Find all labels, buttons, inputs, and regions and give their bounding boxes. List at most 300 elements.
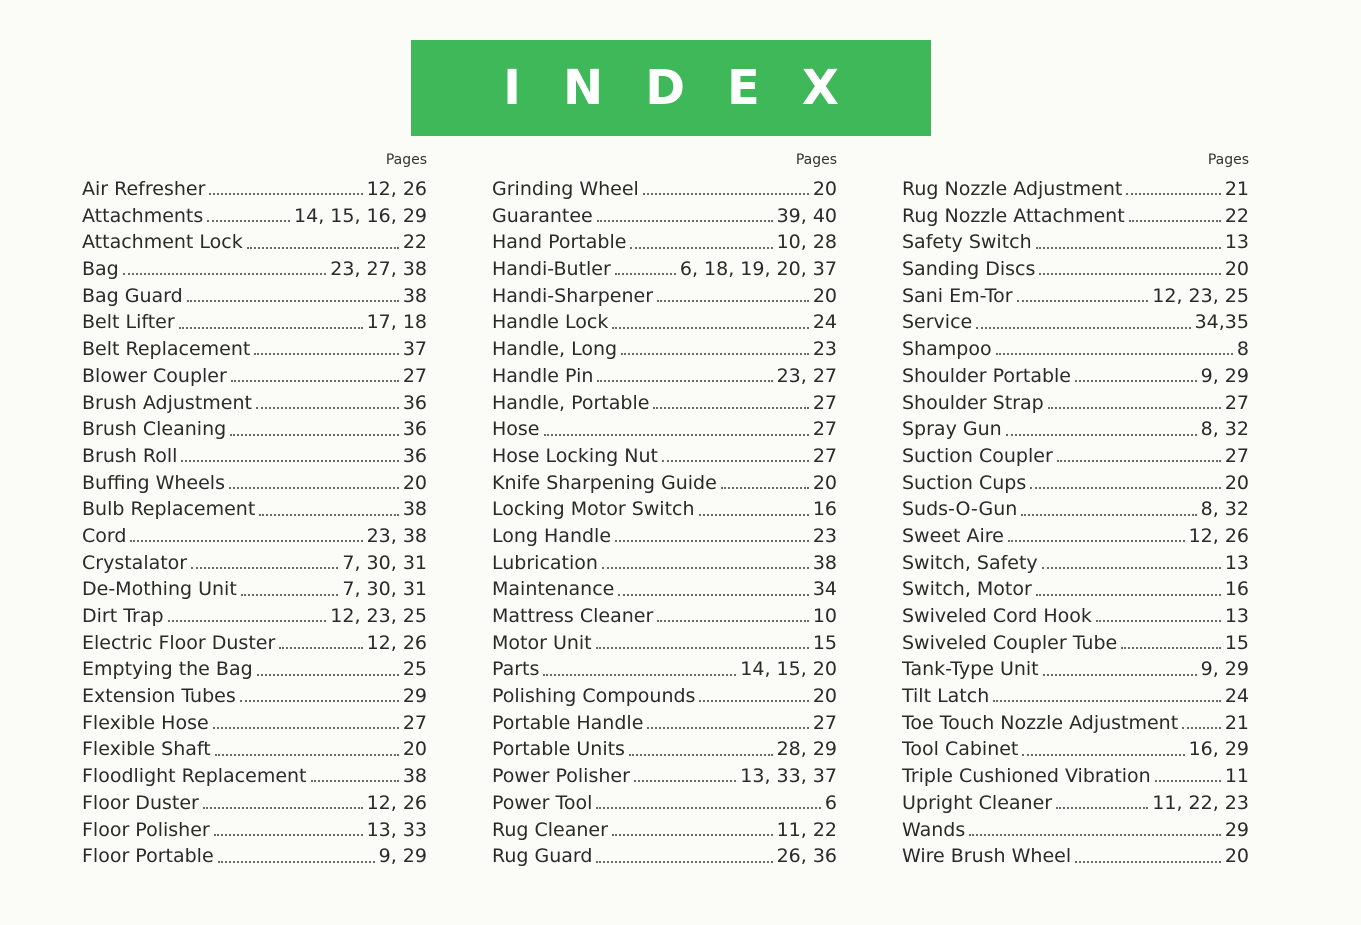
index-entry	[902, 763, 1249, 790]
index-page-numbers: 11	[1224, 765, 1249, 788]
index-entry	[82, 736, 427, 763]
index-entry	[492, 656, 837, 683]
index-page-numbers: 11, 22, 23	[1152, 791, 1249, 814]
dot-leader	[259, 514, 399, 516]
index-entry	[82, 523, 427, 550]
index-page-numbers: 12, 23, 25	[330, 605, 427, 627]
dot-leader	[721, 487, 809, 489]
index-term: Sweet Aire	[902, 524, 1004, 547]
index-entry	[492, 576, 837, 603]
index-term: Motor Unit	[492, 631, 592, 654]
index-page-numbers: 37	[402, 338, 427, 361]
index-entry	[492, 843, 837, 870]
index-term: Rug Nozzle Attachment	[902, 204, 1125, 227]
index-entry	[492, 683, 837, 710]
index-term: Hose Locking Nut	[492, 444, 658, 467]
index-page-numbers: 24	[812, 311, 837, 334]
index-term: Floor Portable	[82, 845, 214, 868]
index-term: Maintenance	[492, 578, 615, 601]
index-page-numbers: 38	[402, 765, 427, 788]
index-entry	[82, 710, 427, 737]
dot-leader	[976, 327, 1190, 329]
index-page-numbers: 20	[812, 178, 837, 200]
index-entry	[82, 763, 427, 790]
index-term: Hand Portable	[492, 231, 627, 254]
index-entry	[492, 336, 837, 363]
dot-leader	[615, 540, 809, 542]
index-term: Tank-Type Unit	[902, 658, 1039, 681]
index-entry	[902, 416, 1249, 443]
dot-leader	[1129, 220, 1221, 222]
index-term: Shoulder Portable	[902, 364, 1071, 387]
index-page-numbers: 14, 15, 20	[740, 658, 837, 681]
index-page-numbers: 13	[1224, 551, 1249, 574]
index-term: Belt Lifter	[82, 311, 175, 334]
dot-leader	[596, 807, 821, 809]
index-page-numbers: 15	[1224, 631, 1249, 654]
index-page-numbers: 27	[812, 444, 837, 467]
index-column-1	[82, 148, 427, 870]
index-term: Rug Nozzle Adjustment	[902, 178, 1123, 200]
dot-leader	[179, 327, 363, 329]
index-term: Switch, Safety	[902, 551, 1038, 574]
dot-leader	[123, 273, 327, 275]
index-entry	[902, 363, 1249, 390]
index-term: Suds-O-Gun	[902, 498, 1018, 521]
index-entry	[82, 496, 427, 523]
index-page-numbers: 38	[812, 551, 837, 574]
index-term: Guarantee	[492, 204, 593, 227]
index-entry	[902, 470, 1249, 497]
dot-leader	[191, 567, 338, 569]
dot-leader	[230, 434, 399, 436]
index-page-numbers: 16	[812, 498, 837, 521]
dot-leader	[247, 247, 399, 249]
index-term: Power Polisher	[492, 765, 630, 788]
index-page-numbers: 15	[812, 631, 837, 654]
index-page-numbers: 22	[1224, 204, 1249, 227]
index-page-numbers: 9, 29	[378, 845, 427, 868]
index-term: Locking Motor Switch	[492, 498, 695, 521]
index-term: Suction Cups	[902, 471, 1027, 494]
index-page-numbers: 36	[402, 444, 427, 467]
dot-leader	[1036, 247, 1221, 249]
dot-leader	[621, 353, 809, 355]
index-entry	[902, 283, 1249, 310]
index-entry	[492, 283, 837, 310]
index-page-numbers: 6, 18, 19, 20, 37	[679, 258, 837, 281]
dot-leader	[207, 220, 290, 222]
dot-leader	[1182, 727, 1221, 729]
index-page-numbers: 14, 15, 16, 29	[294, 204, 427, 227]
dot-leader	[218, 861, 375, 863]
index-entry	[492, 363, 837, 390]
dot-leader	[213, 727, 399, 729]
index-page-numbers: 21	[1224, 178, 1249, 200]
index-entry	[492, 630, 837, 657]
dot-leader	[1155, 780, 1221, 782]
index-entry	[902, 736, 1249, 763]
index-title-banner	[411, 40, 931, 136]
index-entry	[82, 390, 427, 417]
index-page-numbers: 23	[812, 338, 837, 361]
index-page-numbers: 20	[812, 685, 837, 708]
dot-leader	[1057, 460, 1221, 462]
index-entry	[902, 683, 1249, 710]
index-entry	[902, 790, 1249, 817]
index-page-numbers: 27	[402, 711, 427, 734]
index-page-numbers: 27	[1224, 391, 1249, 414]
dot-leader	[215, 754, 399, 756]
index-term: Floodlight Replacement	[82, 765, 307, 788]
index-term: Portable Handle	[492, 711, 644, 734]
dot-leader	[279, 647, 362, 649]
page-title: INDEX	[503, 60, 881, 116]
index-page-numbers: 12, 26	[366, 631, 427, 654]
index-page-numbers: 27	[812, 418, 837, 441]
index-term: Suction Coupler	[902, 444, 1053, 467]
index-entry	[902, 176, 1249, 203]
index-entry	[82, 229, 427, 256]
index-term: Bulb Replacement	[82, 498, 256, 521]
dot-leader	[1036, 594, 1221, 596]
index-page-numbers: 10	[812, 605, 837, 627]
dot-leader	[629, 754, 773, 756]
index-entry	[82, 470, 427, 497]
dot-leader	[653, 407, 808, 409]
index-entry	[902, 336, 1249, 363]
index-entry	[492, 496, 837, 523]
index-term: Spray Gun	[902, 418, 1002, 441]
index-page-numbers: 21	[1224, 711, 1249, 734]
index-page-numbers: 23, 38	[366, 524, 427, 547]
dot-leader	[1006, 434, 1197, 436]
index-entry	[902, 390, 1249, 417]
index-entry	[492, 176, 837, 203]
index-term: Polishing Compounds	[492, 685, 696, 708]
index-term: Shampoo	[902, 338, 992, 361]
index-term: Triple Cushioned Vibration	[902, 765, 1151, 788]
index-term: Extension Tubes	[82, 685, 236, 708]
dot-leader	[130, 540, 362, 542]
index-term: Emptying the Bag	[82, 658, 253, 681]
index-term: Handle Lock	[492, 311, 609, 334]
index-term: Lubrication	[492, 551, 598, 574]
index-term: Rug Cleaner	[492, 818, 608, 841]
index-term: Flexible Shaft	[82, 738, 211, 761]
index-page-numbers: 7, 30, 31	[342, 551, 427, 574]
dot-leader	[1048, 407, 1221, 409]
index-entry	[902, 443, 1249, 470]
index-page-numbers: 29	[1224, 818, 1249, 841]
index-term: Rug Guard	[492, 845, 593, 868]
index-page-numbers: 27	[1224, 444, 1249, 467]
index-entry	[492, 817, 837, 844]
index-term: Air Refresher	[82, 178, 206, 200]
index-entry	[82, 443, 427, 470]
index-page-numbers: 27	[402, 364, 427, 387]
index-entry	[492, 790, 837, 817]
index-term: Flexible Hose	[82, 711, 209, 734]
index-term: Service	[902, 311, 973, 334]
dot-leader	[1126, 193, 1220, 195]
index-page-numbers: 8, 32	[1200, 498, 1249, 521]
index-term: Buffing Wheels	[82, 471, 225, 494]
index-entry	[492, 443, 837, 470]
index-column-2	[492, 148, 837, 870]
index-entry	[82, 176, 427, 203]
index-page-numbers: 38	[402, 284, 427, 307]
index-page-numbers: 13	[1224, 605, 1249, 627]
index-term: Sanding Discs	[902, 258, 1036, 281]
dot-leader	[256, 407, 399, 409]
index-term: De-Mothing Unit	[82, 578, 237, 601]
index-term: Blower Coupler	[82, 364, 227, 387]
dot-leader	[969, 834, 1221, 836]
index-term: Handle, Portable	[492, 391, 650, 414]
dot-leader	[209, 193, 362, 195]
index-term: Long Handle	[492, 524, 612, 547]
index-entry	[902, 656, 1249, 683]
index-page-numbers: 8	[1236, 338, 1249, 361]
index-term: Handi-Sharpener	[492, 284, 654, 307]
index-term: Parts	[492, 658, 540, 681]
index-term: Brush Roll	[82, 444, 178, 467]
index-entry	[492, 390, 837, 417]
dot-leader	[597, 220, 773, 222]
dot-leader	[311, 780, 399, 782]
index-page-numbers: 9, 29	[1200, 658, 1249, 681]
pages-column-header: Pages	[385, 152, 427, 168]
index-entry	[82, 603, 427, 630]
dot-leader	[1075, 380, 1197, 382]
index-page-numbers: 20	[812, 284, 837, 307]
index-term: Power Tool	[492, 791, 593, 814]
pages-column-header: Pages	[795, 152, 837, 168]
index-entry	[82, 203, 427, 230]
index-page-numbers: 20	[402, 471, 427, 494]
index-page-numbers: 13, 33, 37	[740, 765, 837, 788]
index-entry	[492, 710, 837, 737]
index-term: Shoulder Strap	[902, 391, 1044, 414]
index-entry	[82, 416, 427, 443]
index-page-numbers: 29	[402, 685, 427, 708]
index-term: Handle, Long	[492, 338, 618, 361]
dot-leader	[543, 674, 736, 676]
index-entry	[82, 683, 427, 710]
dot-leader	[187, 300, 399, 302]
index-entry	[492, 470, 837, 497]
index-term: Tool Cabinet	[902, 738, 1019, 761]
dot-leader	[231, 380, 399, 382]
index-entry	[492, 763, 837, 790]
dot-leader	[254, 353, 398, 355]
dot-leader	[699, 700, 808, 702]
dot-leader	[1021, 514, 1196, 516]
index-term: Mattress Cleaner	[492, 605, 654, 627]
index-entry	[82, 550, 427, 577]
index-page-numbers: 23	[812, 524, 837, 547]
index-entry	[82, 817, 427, 844]
index-term: Brush Cleaning	[82, 418, 227, 441]
dot-leader	[1030, 487, 1221, 489]
index-entry	[492, 416, 837, 443]
index-entry	[902, 817, 1249, 844]
dot-leader	[699, 514, 809, 516]
index-entry	[902, 843, 1249, 870]
index-page-numbers: 27	[812, 711, 837, 734]
index-page-numbers: 12, 23, 25	[1152, 284, 1249, 307]
index-entry	[902, 576, 1249, 603]
dot-leader	[240, 700, 399, 702]
dot-leader	[257, 674, 399, 676]
dot-leader	[229, 487, 399, 489]
index-term: Tilt Latch	[902, 685, 990, 708]
index-entry	[82, 363, 427, 390]
index-entry	[492, 736, 837, 763]
index-page-numbers: 12, 26	[366, 178, 427, 200]
dot-leader	[1017, 300, 1149, 302]
index-term: Electric Floor Duster	[82, 631, 276, 654]
dot-leader	[615, 273, 676, 275]
index-page-numbers: 20	[1224, 471, 1249, 494]
dot-leader	[602, 567, 809, 569]
dot-leader	[612, 834, 773, 836]
index-term: Sani Em-Tor	[902, 284, 1013, 307]
index-entry	[82, 630, 427, 657]
index-page-numbers: 20	[1224, 845, 1249, 868]
index-page-numbers: 20	[402, 738, 427, 761]
index-term: Wands	[902, 818, 966, 841]
index-entry	[492, 256, 837, 283]
index-term: Switch, Motor	[902, 578, 1032, 601]
index-term: Handi-Butler	[492, 258, 611, 281]
index-term: Wire Brush Wheel	[902, 845, 1072, 868]
dot-leader	[1043, 674, 1197, 676]
index-page-numbers: 39, 40	[776, 204, 837, 227]
index-entry	[902, 523, 1249, 550]
dot-leader	[544, 434, 809, 436]
index-term: Knife Sharpening Guide	[492, 471, 717, 494]
index-term: Cord	[82, 524, 127, 547]
dot-leader	[1008, 540, 1185, 542]
index-entry	[492, 523, 837, 550]
index-page-numbers: 36	[402, 418, 427, 441]
dot-leader	[168, 620, 327, 622]
index-page-numbers: 17, 18	[366, 311, 427, 334]
index-page-numbers: 11, 22	[776, 818, 837, 841]
index-entry	[82, 336, 427, 363]
dot-leader	[657, 300, 809, 302]
index-page-numbers: 36	[402, 391, 427, 414]
index-page-numbers: 12, 26	[366, 791, 427, 814]
index-term: Swiveled Coupler Tube	[902, 631, 1118, 654]
index-page-numbers: 20	[812, 471, 837, 494]
index-page-numbers: 34	[812, 578, 837, 601]
dot-leader	[1022, 754, 1184, 756]
index-term: Attachment Lock	[82, 231, 243, 254]
index-page-numbers: 8, 32	[1200, 418, 1249, 441]
index-term: Brush Adjustment	[82, 391, 252, 414]
dot-leader	[1121, 647, 1221, 649]
index-term: Swiveled Cord Hook	[902, 605, 1092, 627]
index-page-numbers: 26, 36	[776, 845, 837, 868]
dot-leader	[612, 327, 808, 329]
dot-leader	[1096, 620, 1221, 622]
dot-leader	[647, 727, 808, 729]
index-page-numbers: 7, 30, 31	[342, 578, 427, 601]
index-term: Bag Guard	[82, 284, 183, 307]
dot-leader	[1056, 807, 1148, 809]
index-entry	[82, 256, 427, 283]
index-entry	[902, 496, 1249, 523]
dot-leader	[993, 700, 1221, 702]
index-entry	[492, 309, 837, 336]
index-term: Floor Polisher	[82, 818, 210, 841]
dot-leader	[630, 247, 772, 249]
index-entry	[82, 656, 427, 683]
index-entry	[902, 630, 1249, 657]
dot-leader	[996, 353, 1233, 355]
dot-leader	[597, 380, 772, 382]
index-entry	[902, 203, 1249, 230]
dot-leader	[1039, 273, 1220, 275]
index-term: Safety Switch	[902, 231, 1032, 254]
index-term: Handle Pin	[492, 364, 594, 387]
index-page-numbers: 9, 29	[1200, 364, 1249, 387]
index-page-numbers: 16, 29	[1188, 738, 1249, 761]
index-page-numbers: 34,35	[1194, 311, 1249, 334]
index-entry	[902, 256, 1249, 283]
index-entry	[902, 229, 1249, 256]
index-page-numbers: 20	[1224, 258, 1249, 281]
index-entry	[902, 710, 1249, 737]
index-term: Attachments	[82, 204, 204, 227]
index-term: Hose	[492, 418, 540, 441]
index-entry	[902, 550, 1249, 577]
dot-leader	[203, 807, 363, 809]
index-page-numbers: 13, 33	[366, 818, 427, 841]
dot-leader	[1075, 861, 1221, 863]
index-page-numbers: 23, 27, 38	[330, 258, 427, 281]
index-page-numbers: 12, 26	[1188, 524, 1249, 547]
index-page-numbers: 38	[402, 498, 427, 521]
index-term: Portable Units	[492, 738, 625, 761]
dot-leader	[634, 780, 736, 782]
index-page-numbers: 24	[1224, 685, 1249, 708]
index-entry	[492, 229, 837, 256]
index-entry	[492, 603, 837, 630]
index-page-numbers: 23, 27	[776, 364, 837, 387]
index-entry	[82, 309, 427, 336]
index-term: Bag	[82, 258, 119, 281]
dot-leader	[181, 460, 398, 462]
index-entry	[82, 576, 427, 603]
index-page-numbers: 13	[1224, 231, 1249, 254]
index-entry	[82, 843, 427, 870]
index-page-numbers: 28, 29	[776, 738, 837, 761]
dot-leader	[214, 834, 363, 836]
index-page-numbers: 16	[1224, 578, 1249, 601]
index-column-3	[902, 148, 1249, 870]
index-entry	[492, 550, 837, 577]
dot-leader	[241, 594, 339, 596]
index-entry	[492, 203, 837, 230]
index-term: Toe Touch Nozzle Adjustment	[902, 711, 1179, 734]
dot-leader	[657, 620, 809, 622]
index-page-numbers: 6	[824, 791, 837, 814]
index-term: Floor Duster	[82, 791, 199, 814]
